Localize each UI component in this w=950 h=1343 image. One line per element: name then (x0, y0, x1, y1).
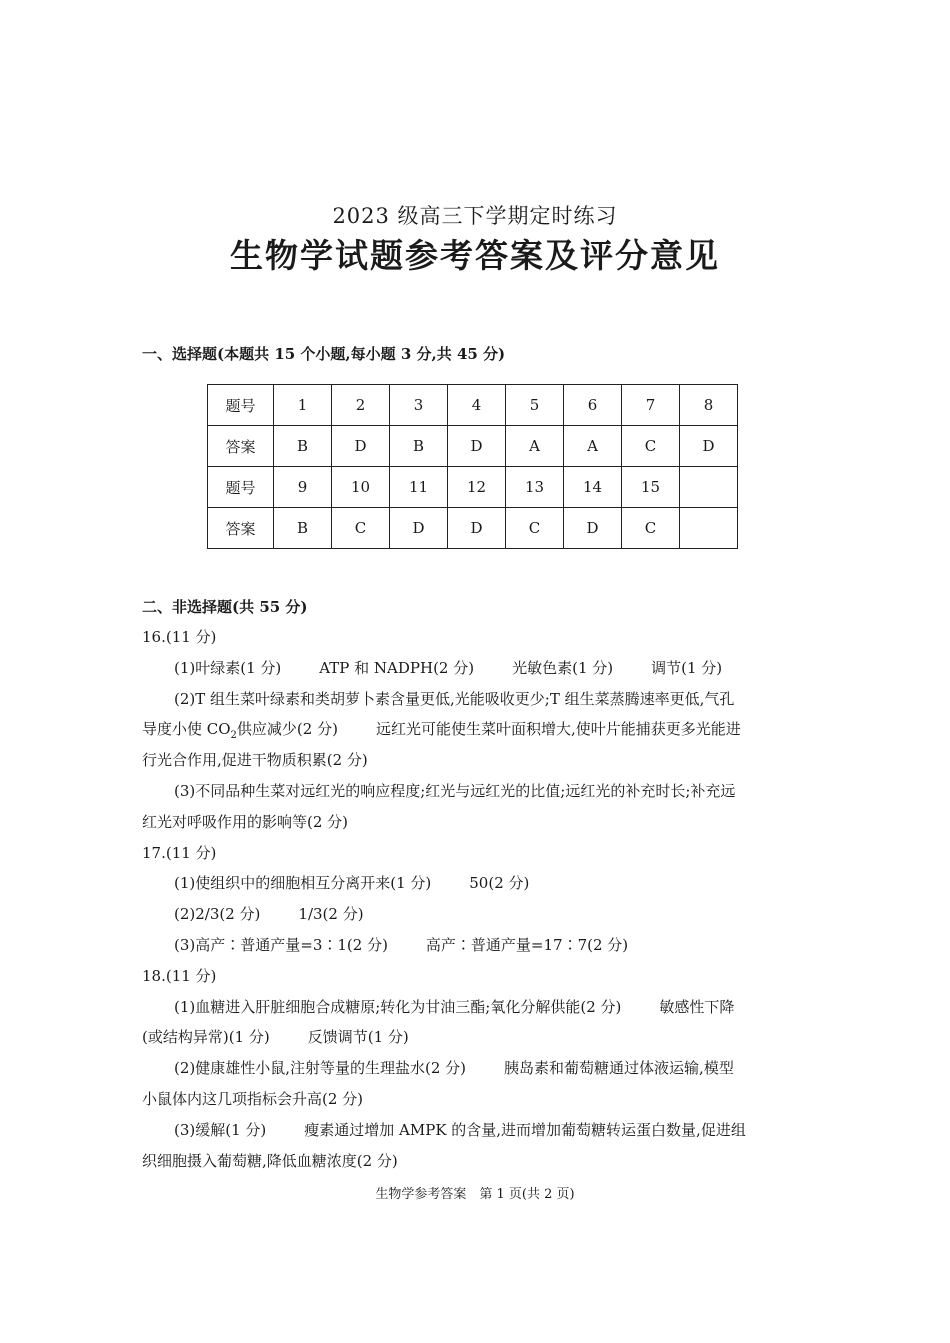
table-cell: A (564, 426, 622, 467)
answer-item: (1)使组织中的细胞相互分离开来(1 分) (174, 874, 432, 893)
table-cell: 13 (506, 467, 564, 508)
table-cell: C (506, 508, 564, 549)
answer-item: ATP 和 NADPH(2 分) (319, 658, 475, 677)
table-cell: D (564, 508, 622, 549)
answer-text: 敏感性下降 (659, 997, 735, 1016)
q17-part2 (142, 899, 810, 930)
q18-heading: 18.(11 分) (142, 966, 217, 985)
q16-heading: 16.(11 分) (142, 628, 217, 646)
row-label: 答案 (208, 426, 274, 467)
answer-item: (2)2/3(2 分) (174, 905, 261, 924)
answer-text: (3)缓解(1 分) (174, 1120, 267, 1139)
table-cell: D (332, 426, 390, 467)
q18-part2-line2: 小鼠体内这几项指标会升高(2 分) (142, 1089, 364, 1108)
q16-part2-line2 (142, 714, 810, 745)
table-row (208, 508, 738, 549)
q18-part3-line1 (142, 1115, 810, 1146)
section1-heading: 一、选择题(本题共 15 个小题,每小题 3 分,共 45 分) (142, 345, 506, 363)
page-title: 生物学试题参考答案及评分意见 (230, 236, 720, 275)
table-cell: 5 (506, 385, 564, 426)
answer-item: 调节(1 分) (651, 658, 723, 677)
answer-text: 瘦素通过增加 AMPK 的含量,进而增加葡萄糖转运蛋白数量,促进组 (304, 1120, 746, 1139)
table-cell: 11 (390, 467, 448, 508)
q17-part3 (142, 930, 810, 961)
answer-item: (或结构异常)(1 分) (142, 1028, 270, 1047)
table-cell: 8 (680, 385, 738, 426)
answer-item: (3)高产∶普通产量=3∶1(2 分) (174, 935, 388, 954)
table-cell: D (680, 426, 738, 467)
table-cell: 14 (564, 467, 622, 508)
answer-item: 50(2 分) (469, 874, 530, 893)
answer-text: 供应减少(2 分) (236, 720, 338, 739)
table-cell: 7 (622, 385, 680, 426)
table-cell: B (390, 426, 448, 467)
q16-part2-line1: (2)T 组生菜叶绿素和类胡萝卜素含量更低,光能吸收更少;T 组生菜蒸腾速率更低,气孔 (174, 689, 735, 708)
table-cell: 12 (448, 467, 506, 508)
answer-item: 光敏色素(1 分) (512, 658, 614, 677)
table-cell: A (506, 426, 564, 467)
table-row (208, 385, 738, 426)
table-cell: 15 (622, 467, 680, 508)
q16-part3-line2: 红光对呼吸作用的影响等(2 分) (142, 812, 349, 831)
table-cell: C (332, 508, 390, 549)
table-cell: 6 (564, 385, 622, 426)
answer-item: 反馈调节(1 分) (307, 1028, 409, 1047)
q18-part2-line1 (142, 1053, 810, 1084)
table-cell: B (274, 426, 332, 467)
table-cell (680, 508, 738, 549)
q16-part2-line3: 行光合作用,促进干物质积累(2 分) (142, 751, 368, 770)
answer-item: 高产∶普通产量=17∶7(2 分) (425, 935, 629, 954)
q18-part1-line1 (142, 992, 810, 1023)
table-cell: 4 (448, 385, 506, 426)
answer-table (207, 384, 738, 549)
answer-item: (1)叶绿素(1 分) (174, 658, 282, 677)
table-cell: C (622, 426, 680, 467)
row-label: 题号 (208, 467, 274, 508)
section2-heading: 二、非选择题(共 55 分) (142, 598, 308, 616)
table-cell: 3 (390, 385, 448, 426)
table-cell (680, 467, 738, 508)
answer-text: 胰岛素和葡萄糖通过体液运输,模型 (504, 1059, 734, 1078)
q17-part1 (142, 868, 810, 899)
answer-text: 远红光可能使生菜叶面积增大,使叶片能捕获更多光能进 (375, 720, 741, 739)
q17-heading: 17.(11 分) (142, 843, 217, 862)
table-cell: B (274, 508, 332, 549)
exam-subtitle: 2023 级高三下学期定时练习 (332, 204, 618, 228)
answer-body (142, 622, 810, 1176)
row-label: 题号 (208, 385, 274, 426)
table-cell: 10 (332, 467, 390, 508)
answer-item: 1/3(2 分) (298, 905, 364, 924)
table-cell: 1 (274, 385, 332, 426)
table-cell: D (448, 508, 506, 549)
q16-part1 (142, 653, 810, 684)
table-row (208, 467, 738, 508)
subscript: 2 (230, 730, 237, 742)
table-cell: D (390, 508, 448, 549)
table-cell: 2 (332, 385, 390, 426)
answer-text: 导度小使 CO (142, 720, 231, 739)
table-row (208, 426, 738, 467)
table-cell: D (448, 426, 506, 467)
q16-part3-line1: (3)不同品种生菜对远红光的响应程度;红光与远红光的比值;远红光的补充时长;补充远 (174, 781, 736, 800)
table-cell: C (622, 508, 680, 549)
table-cell: 9 (274, 467, 332, 508)
answer-text: (1)血糖进入肝脏细胞合成糖原;转化为甘油三酯;氧化分解供能(2 分) (174, 997, 622, 1016)
answer-text: (2)健康雄性小鼠,注射等量的生理盐水(2 分) (174, 1059, 467, 1078)
page-footer: 生物学参考答案 第 1 页(共 2 页) (375, 1187, 575, 1202)
q18-part3-line2: 织细胞摄入葡萄糖,降低血糖浓度(2 分) (142, 1151, 398, 1170)
row-label: 答案 (208, 508, 274, 549)
q18-part1-line2 (142, 1022, 810, 1053)
